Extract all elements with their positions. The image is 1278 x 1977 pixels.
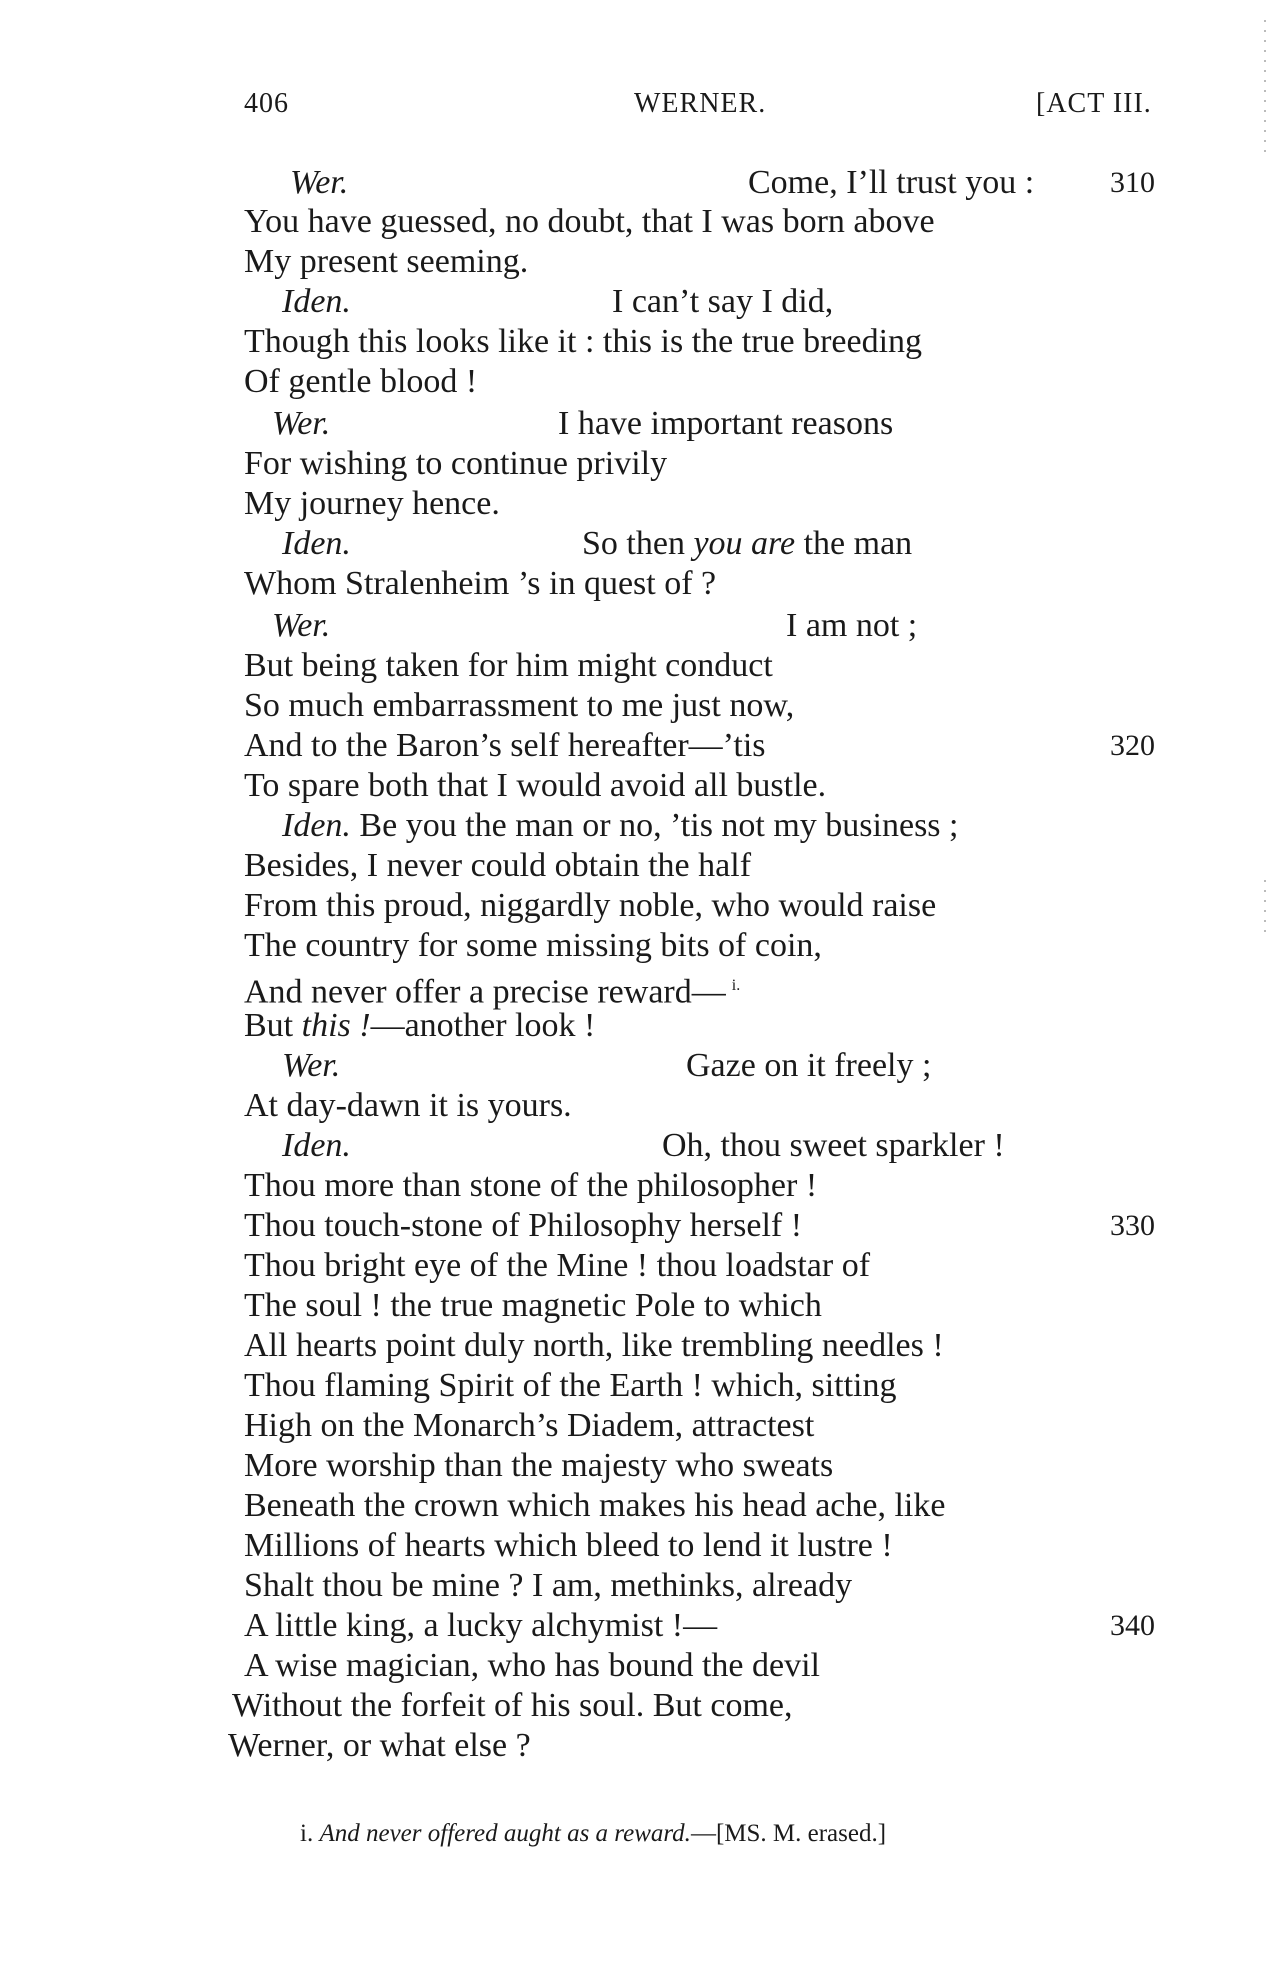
speech-text xyxy=(612,282,833,322)
line-text: Though this looks like it : this is the true breeding xyxy=(244,323,923,360)
verse-line xyxy=(244,564,716,604)
verse-line xyxy=(244,1366,897,1406)
verse-line xyxy=(282,806,959,846)
line-text: the man xyxy=(795,525,913,562)
verse-line xyxy=(244,766,826,806)
line-text: A wise magician, who has bound the devil xyxy=(244,1647,821,1684)
verse-line xyxy=(272,606,918,646)
verse-line xyxy=(244,1206,802,1246)
line-text: High on the Monarch’s Diadem, attractest xyxy=(244,1407,815,1444)
footnote-marker: i. xyxy=(300,1820,314,1847)
verse-line xyxy=(282,282,834,322)
footnote-reference: i. xyxy=(731,977,741,994)
verse-line xyxy=(244,686,794,726)
speaker-name: Wer. xyxy=(272,607,331,644)
speech-text xyxy=(558,404,893,444)
verse-line xyxy=(244,444,667,484)
line-text: I am not ; xyxy=(786,607,918,644)
line-text: But being taken for him might conduct xyxy=(244,647,773,684)
line-text: Millions of hearts which bleed to lend it lustre ! xyxy=(244,1527,893,1564)
line-number: 340 xyxy=(1110,1609,1155,1642)
speaker-name: Wer. xyxy=(282,1047,341,1084)
line-text: Thou flaming Spirit of the Earth ! which, sitting xyxy=(244,1367,897,1404)
verse-line xyxy=(244,846,751,886)
line-text: Come, I’ll trust you : xyxy=(748,164,1035,201)
line-text: Werner, or what else ? xyxy=(228,1727,531,1764)
verse-line xyxy=(244,1646,820,1686)
speech-text xyxy=(786,606,917,646)
verse-line xyxy=(244,1406,814,1446)
line-text: My present seeming. xyxy=(244,243,529,280)
line-emphasis: this ! xyxy=(301,1007,371,1044)
line-text: Beneath the crown which makes his head ache, like xyxy=(244,1487,946,1524)
verse-line xyxy=(244,1446,833,1486)
line-text: My journey hence. xyxy=(244,485,500,522)
verse-line xyxy=(244,726,766,766)
page-number: 406 xyxy=(244,88,289,119)
verse-line xyxy=(244,362,477,402)
line-text: Whom Stralenheim ’s in quest of ? xyxy=(244,565,717,602)
line-text: And to the Baron’s self hereafter—’tis xyxy=(244,727,766,764)
verse-line xyxy=(244,1086,572,1126)
page-edge-mark xyxy=(1264,20,1266,160)
speech-text xyxy=(582,524,912,564)
line-text: Shalt thou be mine ? I am, methinks, already xyxy=(244,1567,853,1604)
verse-line xyxy=(282,1126,1005,1166)
verse-line xyxy=(244,646,773,686)
speech-text xyxy=(662,1126,1005,1166)
line-text: All hearts point duly north, like trembling needles ! xyxy=(244,1327,944,1364)
verse-line xyxy=(244,1006,595,1046)
verse-line xyxy=(244,202,935,242)
line-text: Gaze on it freely ; xyxy=(686,1047,932,1084)
verse-line xyxy=(244,322,922,362)
line-text: For wishing to continue privily xyxy=(244,445,668,482)
line-text: I have important reasons xyxy=(558,405,894,442)
speaker-name: Wer. xyxy=(290,164,349,201)
verse-line xyxy=(244,242,528,282)
line-text: Thou more than stone of the philosopher ! xyxy=(244,1167,818,1204)
line-text: From this proud, niggardly noble, who would raise xyxy=(244,887,937,924)
line-text: —another look ! xyxy=(370,1007,596,1044)
line-text: Of gentle blood ! xyxy=(244,363,478,400)
footnote-text: And never offered aught as a reward. xyxy=(319,1820,691,1847)
line-text: More worship than the majesty who sweats xyxy=(244,1447,834,1484)
speaker-name: Iden. xyxy=(282,525,351,562)
line-text: You have guessed, no doubt, that I was born above xyxy=(244,203,935,240)
line-number: 330 xyxy=(1110,1209,1155,1242)
line-text: Besides, I never could obtain the half xyxy=(244,847,752,884)
line-text: At day-dawn it is yours. xyxy=(244,1087,572,1124)
line-text: Without the forfeit of his soul. But come, xyxy=(232,1687,793,1724)
verse-line xyxy=(290,163,1035,203)
line-text: Thou touch-stone of Philosophy herself ! xyxy=(244,1207,803,1244)
line-text: So much embarrassment to me just now, xyxy=(244,687,795,724)
line-text: Oh, thou sweet sparkler ! xyxy=(662,1127,1005,1164)
line-text: I can’t say I did, xyxy=(612,283,834,320)
verse-line xyxy=(272,404,894,444)
verse-line xyxy=(244,1166,817,1206)
verse-line xyxy=(244,886,936,926)
line-text: But xyxy=(244,1007,302,1044)
line-emphasis: you are xyxy=(693,525,796,562)
running-title: WERNER. xyxy=(634,88,767,119)
line-number: 310 xyxy=(1110,166,1155,199)
speaker-name: Iden. xyxy=(282,807,351,844)
speaker-name: Iden. xyxy=(282,283,351,320)
line-text: The soul ! the true magnetic Pole to which xyxy=(244,1287,822,1324)
verse-line xyxy=(228,1726,531,1766)
verse-line xyxy=(232,1686,793,1726)
verse-line xyxy=(244,926,822,966)
line-text: Be you the man or no, ’tis not my business ; xyxy=(359,807,959,844)
speech-text xyxy=(686,1046,931,1086)
line-text: To spare both that I would avoid all bustle. xyxy=(244,767,827,804)
verse-line xyxy=(244,1526,893,1566)
verse-line xyxy=(244,484,500,524)
act-header: [ACT III. xyxy=(1036,88,1152,119)
footnote-source: —[MS. M. erased.] xyxy=(690,1820,887,1847)
line-text: Thou bright eye of the Mine ! thou loadstar of xyxy=(244,1247,871,1284)
verse-line xyxy=(244,1566,852,1606)
line-text: A little king, a lucky alchymist !— xyxy=(244,1607,718,1644)
verse-line xyxy=(244,1486,945,1526)
verse-line xyxy=(282,524,913,564)
line-text: The country for some missing bits of coin, xyxy=(244,927,822,964)
line-number: 320 xyxy=(1110,729,1155,762)
footnote xyxy=(300,1820,886,1848)
line-text: And never offer a precise reward— xyxy=(244,973,726,1011)
speech-text xyxy=(748,163,1034,203)
speaker-name: Iden. xyxy=(282,1127,351,1164)
verse-line xyxy=(282,1046,932,1086)
verse-line xyxy=(244,1246,870,1286)
line-text: So then xyxy=(582,525,694,562)
verse-line xyxy=(244,1286,822,1326)
verse-line xyxy=(244,1326,944,1366)
verse-line xyxy=(244,1606,717,1646)
speaker-name: Wer. xyxy=(272,405,331,442)
page-edge-mark xyxy=(1264,880,1266,940)
